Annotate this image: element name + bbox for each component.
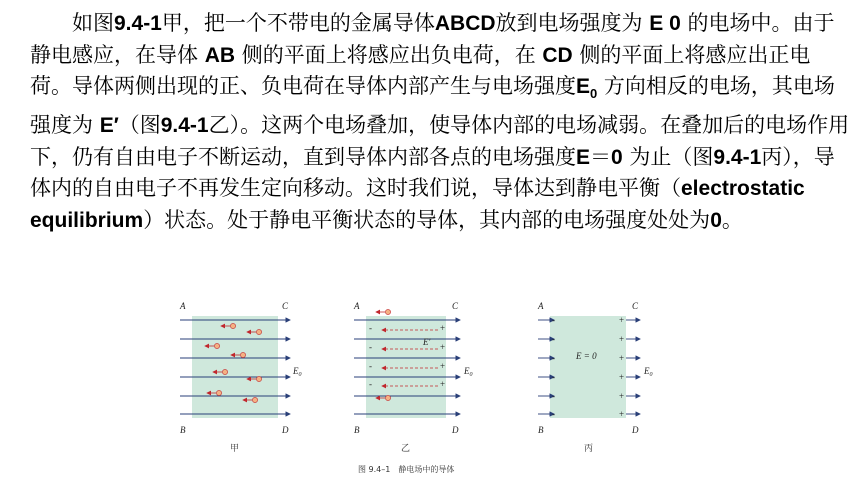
- negative-charge: -: [369, 379, 372, 389]
- positive-charge: +: [619, 315, 625, 325]
- panel-2: [353, 301, 473, 454]
- positive-charge: +: [440, 342, 446, 352]
- panel-3-label: 丙: [584, 444, 594, 454]
- figure-caption: 图 9.4–1 静电场中的导体: [358, 465, 455, 474]
- negative-charge: -: [369, 342, 372, 352]
- positive-charge: +: [619, 391, 625, 401]
- positive-charge: +: [440, 323, 446, 333]
- positive-charge: +: [619, 409, 625, 419]
- field-e0-label: $E_0$: [464, 366, 473, 378]
- negative-charge: -: [552, 391, 555, 401]
- panel-1: [179, 301, 302, 454]
- negative-charge: -: [552, 409, 555, 419]
- field-e0-label: $E_0$: [644, 366, 653, 378]
- corner-c-label: C: [452, 301, 459, 311]
- negative-charge: -: [552, 334, 555, 344]
- positive-charge: +: [619, 353, 625, 363]
- panel-2-label: 乙: [401, 444, 411, 454]
- free-electron: [376, 309, 391, 314]
- positive-charge: +: [440, 379, 446, 389]
- zero-field-label: E = 0: [576, 351, 597, 361]
- conductor-1: [192, 316, 278, 418]
- negative-charge: -: [369, 323, 372, 333]
- panel-1-label: 甲: [230, 444, 240, 454]
- corner-c-label: C: [632, 301, 639, 311]
- corner-c-label: C: [282, 301, 289, 311]
- panel-3: [537, 301, 653, 454]
- negative-charge: -: [552, 353, 555, 363]
- body-paragraph: 如图9.4-1甲，把一个不带电的金属导体ABCD放到电场强度为 E 0 的电场中。由于静电感应，在导体 AB 侧的平面上将感应出负电荷，在 CD 侧的平面上将感应出正电荷。导体两侧出现的正、负电荷在导体内部产生与电场强度$E_0$ 方向相反的电场，其电场强度为 E′（图9.4-1乙）。这两个电场叠加，使导体内部的电场减弱。在叠加后的电场作用下，仍有自由电子不断运动，直到导体内部各点的电场强度E＝0 为止（图9.4-1丙），导体内的自由电子不再发生定向移动。这时我们说，导体达到静电平衡（electrostatic equilibrium）状态。处于静电平衡状态的导体，其内部的电场强度处处为0。: [30, 11, 850, 232]
- corner-a-label: A: [354, 301, 360, 311]
- corner-b-label: B: [354, 425, 360, 435]
- negative-charge: -: [369, 361, 372, 371]
- corner-d-label: D: [282, 425, 289, 435]
- induced-field-label: E′: [423, 337, 431, 347]
- corner-b-label: B: [180, 425, 186, 435]
- corner-a-label: A: [538, 301, 544, 311]
- corner-a-label: A: [180, 301, 186, 311]
- corner-b-label: B: [538, 425, 544, 435]
- conductor-2: [366, 316, 446, 418]
- positive-charge: +: [619, 334, 625, 344]
- conductor-3: [550, 316, 626, 418]
- corner-d-label: D: [632, 425, 639, 435]
- positive-charge: +: [619, 372, 625, 382]
- negative-charge: -: [552, 315, 555, 325]
- positive-charge: +: [440, 361, 446, 371]
- field-e0-label: $E_0$: [293, 366, 302, 378]
- negative-charge: -: [552, 372, 555, 382]
- corner-d-label: D: [452, 425, 459, 435]
